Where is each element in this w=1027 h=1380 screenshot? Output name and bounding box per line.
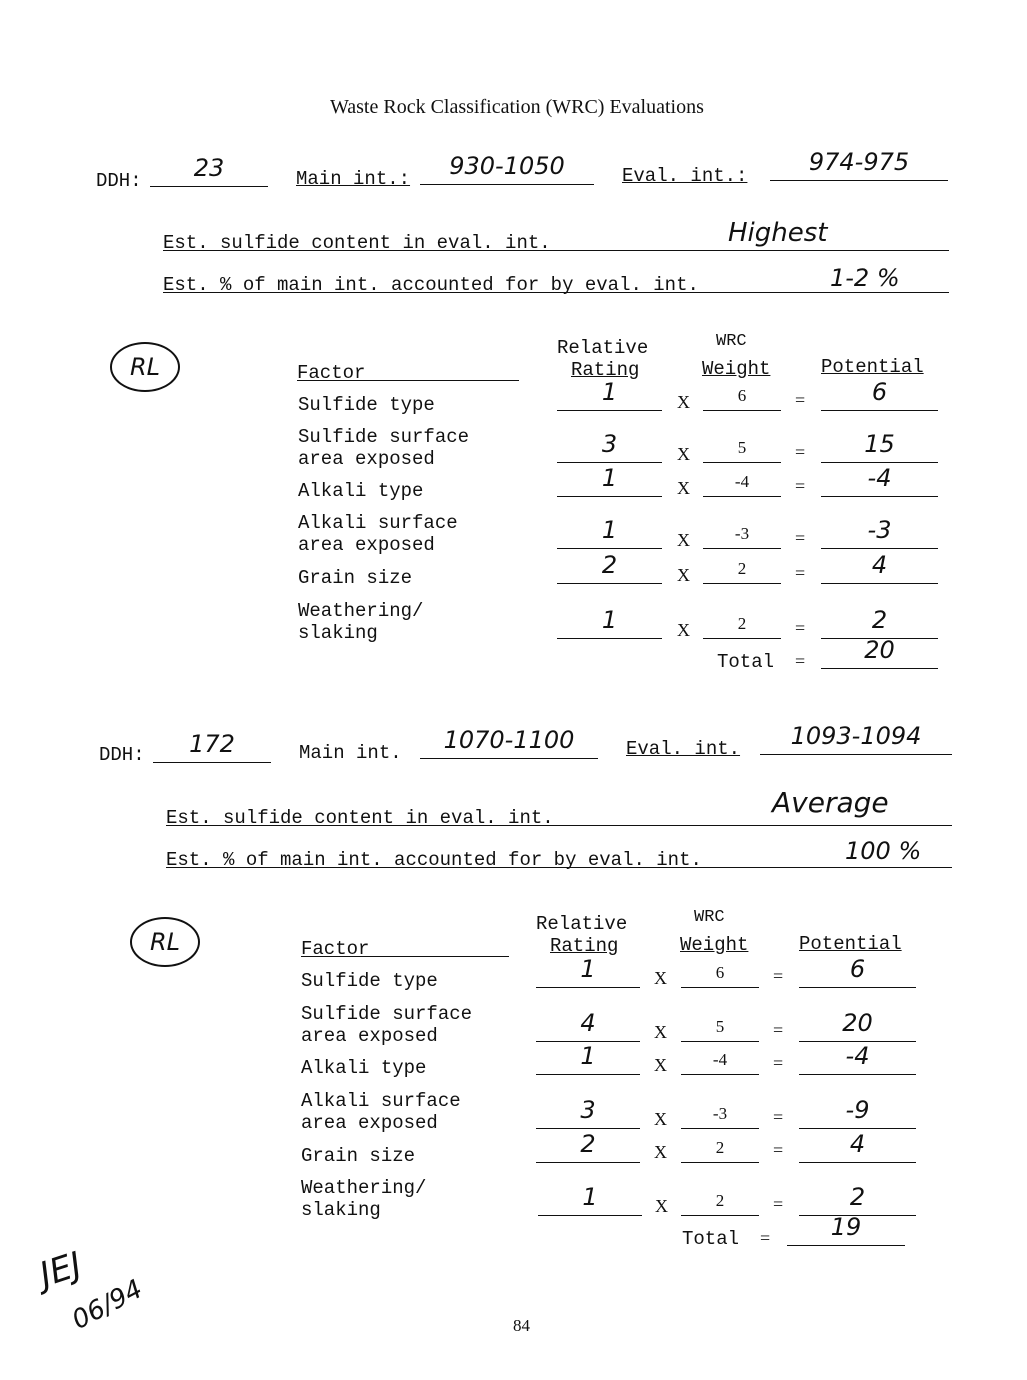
factor-label-cont: slaking <box>298 622 378 644</box>
weight-field: 2 <box>681 1189 759 1216</box>
weight-field: 2 <box>681 1136 759 1163</box>
weight-field: 2 <box>703 612 781 639</box>
times-sign: X <box>654 1055 667 1075</box>
equals-sign: = <box>795 528 806 548</box>
initials-mark: JEJ <box>34 1244 87 1296</box>
sulfide-content-value: Highest <box>728 218 828 248</box>
main-int-field: 1070-1100 <box>420 732 598 759</box>
equals-sign: = <box>773 1107 784 1127</box>
factor-label: Grain size <box>301 1145 416 1167</box>
col-header-factor: Factor <box>301 938 370 960</box>
potential-field: 6 <box>799 961 916 988</box>
ddh-field: 23 <box>150 160 268 187</box>
potential-field: 6 <box>821 384 938 411</box>
equals-sign: = <box>773 1053 784 1073</box>
rating-field: 2 <box>536 1136 640 1163</box>
potential-field: 2 <box>799 1189 916 1216</box>
sulfide-content-label: Est. sulfide content in eval. int. <box>166 807 554 829</box>
equals-sign: = <box>773 1020 784 1040</box>
main-int-field: 930-1050 <box>420 158 594 185</box>
factor-label-cont: area exposed <box>301 1112 438 1134</box>
rating-field: 4 <box>536 1015 640 1042</box>
weight-field: 5 <box>681 1015 759 1042</box>
ddh-label: DDH: <box>96 170 142 192</box>
factor-label: Alkali surface <box>301 1090 461 1112</box>
col-header-weight: Weight <box>702 358 771 380</box>
col-header-potential: Potential <box>799 933 902 955</box>
col-header-relative: Relative <box>536 913 628 935</box>
main-int-label: Main int.: <box>296 168 411 190</box>
factor-label: Weathering/ <box>298 600 424 622</box>
equals-sign: = <box>795 442 806 462</box>
rating-field: 1 <box>557 522 662 549</box>
times-sign: X <box>677 565 690 585</box>
pct-main-line <box>166 867 952 868</box>
col-header-relative: Relative <box>557 337 649 359</box>
weight-field: 6 <box>681 961 759 988</box>
pct-main-line <box>163 292 949 293</box>
times-sign: X <box>654 968 667 988</box>
rl-stamp: RL <box>110 342 180 392</box>
col-header-potential: Potential <box>821 356 924 378</box>
col-header-rating: Rating <box>550 935 619 957</box>
factor-label: Sulfide surface <box>298 426 470 448</box>
rating-field: 1 <box>557 384 662 411</box>
col-header-weight: Weight <box>680 934 749 956</box>
eval-int-label: Eval. int.: <box>622 165 748 187</box>
potential-field: 2 <box>821 612 938 639</box>
times-sign: X <box>654 1142 667 1162</box>
factor-label: Grain size <box>298 567 413 589</box>
ddh-label: DDH: <box>99 744 145 766</box>
col-header-wrc: WRC <box>716 332 747 351</box>
factor-label: Alkali type <box>301 1057 427 1079</box>
pct-main-value: 1-2 % <box>830 264 900 292</box>
page-number: 84 <box>513 1316 530 1335</box>
equals-sign: = <box>760 1228 771 1248</box>
initials-date: 06/94 <box>67 1274 148 1336</box>
times-sign: X <box>654 1109 667 1129</box>
weight-field: -4 <box>703 470 781 497</box>
weight-field: 2 <box>703 557 781 584</box>
rating-field: 3 <box>536 1102 640 1129</box>
eval-int-label: Eval. int. <box>626 738 741 760</box>
times-sign: X <box>677 392 690 412</box>
sulfide-content-label: Est. sulfide content in eval. int. <box>163 232 551 254</box>
total-field: 19 <box>787 1219 905 1246</box>
sulfide-content-line <box>163 250 949 251</box>
rating-field: 1 <box>536 961 640 988</box>
times-sign: X <box>677 530 690 550</box>
equals-sign: = <box>773 1194 784 1214</box>
times-sign: X <box>677 478 690 498</box>
sulfide-content-line <box>166 825 952 826</box>
rating-field: 1 <box>557 470 662 497</box>
equals-sign: = <box>795 390 806 410</box>
weight-field: -3 <box>703 522 781 549</box>
sulfide-content-value: Average <box>772 786 889 819</box>
factor-label-cont: slaking <box>301 1199 381 1221</box>
equals-sign: = <box>795 651 806 671</box>
factor-label-cont: area exposed <box>298 448 435 470</box>
ddh-field: 172 <box>153 736 271 763</box>
equals-sign: = <box>773 966 784 986</box>
factor-label: Sulfide type <box>301 970 438 992</box>
equals-sign: = <box>773 1140 784 1160</box>
potential-field: -4 <box>821 470 938 497</box>
factor-label: Alkali type <box>298 480 424 502</box>
total-field: 20 <box>821 642 938 669</box>
equals-sign: = <box>795 618 806 638</box>
pct-main-label: Est. % of main int. accounted for by eval. int. <box>166 849 702 871</box>
eval-int-field: 1093-1094 <box>760 728 952 755</box>
page-title: Waste Rock Classification (WRC) Evaluations <box>330 96 704 118</box>
potential-field: -9 <box>799 1102 916 1129</box>
factor-label-cont: area exposed <box>301 1025 438 1047</box>
col-header-wrc: WRC <box>694 908 725 927</box>
potential-field: 20 <box>799 1015 916 1042</box>
factor-label: Weathering/ <box>301 1177 427 1199</box>
weight-field: 6 <box>703 384 781 411</box>
factor-label: Sulfide surface <box>301 1003 473 1025</box>
col-header-factor: Factor <box>297 362 366 384</box>
pct-main-label: Est. % of main int. accounted for by eval. int. <box>163 274 699 296</box>
total-label: Total <box>717 651 775 673</box>
potential-field: 4 <box>799 1136 916 1163</box>
times-sign: X <box>654 1022 667 1042</box>
eval-int-field: 974-975 <box>770 154 948 181</box>
factor-header-line <box>301 956 509 957</box>
rating-field: 1 <box>538 1189 642 1216</box>
factor-label: Sulfide type <box>298 394 435 416</box>
times-sign: X <box>677 444 690 464</box>
rating-field: 1 <box>536 1048 640 1075</box>
potential-field: -3 <box>821 522 938 549</box>
potential-field: 15 <box>821 436 938 463</box>
times-sign: X <box>677 620 690 640</box>
weight-field: -4 <box>681 1048 759 1075</box>
weight-field: -3 <box>681 1102 759 1129</box>
equals-sign: = <box>795 563 806 583</box>
rating-field: 3 <box>557 436 662 463</box>
rating-field: 2 <box>557 557 662 584</box>
factor-label: Alkali surface <box>298 512 458 534</box>
times-sign: X <box>655 1196 668 1216</box>
col-header-rating: Rating <box>571 359 640 381</box>
main-int-label: Main int. <box>299 742 402 764</box>
potential-field: 4 <box>821 557 938 584</box>
potential-field: -4 <box>799 1048 916 1075</box>
weight-field: 5 <box>703 436 781 463</box>
rating-field: 1 <box>557 612 662 639</box>
equals-sign: = <box>795 476 806 496</box>
rl-stamp: RL <box>130 917 200 967</box>
total-label: Total <box>682 1228 740 1250</box>
pct-main-value: 100 % <box>845 837 922 865</box>
factor-label-cont: area exposed <box>298 534 435 556</box>
factor-header-line <box>297 380 519 381</box>
